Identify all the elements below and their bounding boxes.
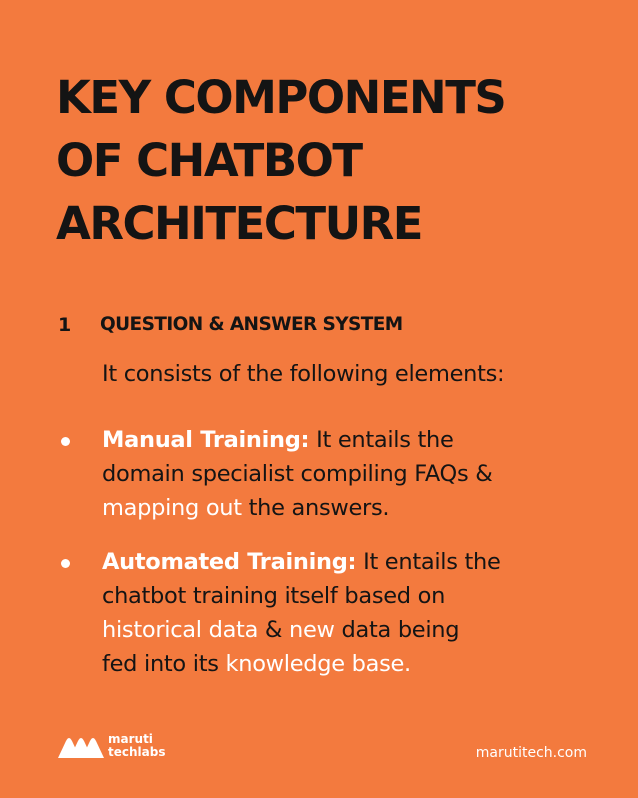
item-text: &	[258, 617, 290, 643]
item-text: the answers.	[241, 495, 390, 521]
item-line	[102, 613, 622, 647]
brand-line-2: techlabs	[108, 745, 166, 759]
bullet-dot-icon	[61, 559, 70, 568]
list-item-manual-training	[102, 423, 622, 525]
section-intro: It consists of the following elements:	[102, 361, 505, 387]
item-line: domain specialist compiling FAQs &	[102, 461, 493, 487]
item-line	[102, 491, 622, 525]
list-item-automated-training	[102, 545, 622, 681]
item-text: data being	[334, 617, 460, 643]
item-highlight: knowledge base.	[225, 651, 411, 677]
maruti-logo-icon	[57, 733, 105, 759]
item-highlight: mapping out	[102, 495, 242, 521]
item-line	[102, 647, 622, 681]
section-number: 1	[58, 314, 72, 336]
title-line-1: KEY COMPONENTS	[56, 71, 506, 124]
title-line-2: OF CHATBOT	[56, 134, 362, 187]
item-line	[102, 545, 622, 579]
item-line	[102, 423, 622, 457]
item-highlight: new	[289, 617, 335, 643]
bullet-dot-icon	[61, 437, 70, 446]
brand-line-1: maruti	[108, 732, 153, 746]
item-text: fed into its	[102, 651, 226, 677]
item-label: Manual Training:	[102, 427, 310, 453]
item-label: Automated Training:	[102, 549, 357, 575]
item-text: It entails the	[309, 427, 454, 453]
item-highlight: historical data	[102, 617, 259, 643]
item-text: It entails the	[356, 549, 501, 575]
title-line-3: ARCHITECTURE	[56, 197, 422, 250]
brand-wordmark	[108, 733, 165, 759]
section-heading: QUESTION & ANSWER SYSTEM	[100, 314, 403, 335]
item-line: chatbot training itself based on	[102, 583, 446, 609]
slide-title	[56, 66, 596, 255]
website-url: marutitech.com	[475, 745, 587, 761]
